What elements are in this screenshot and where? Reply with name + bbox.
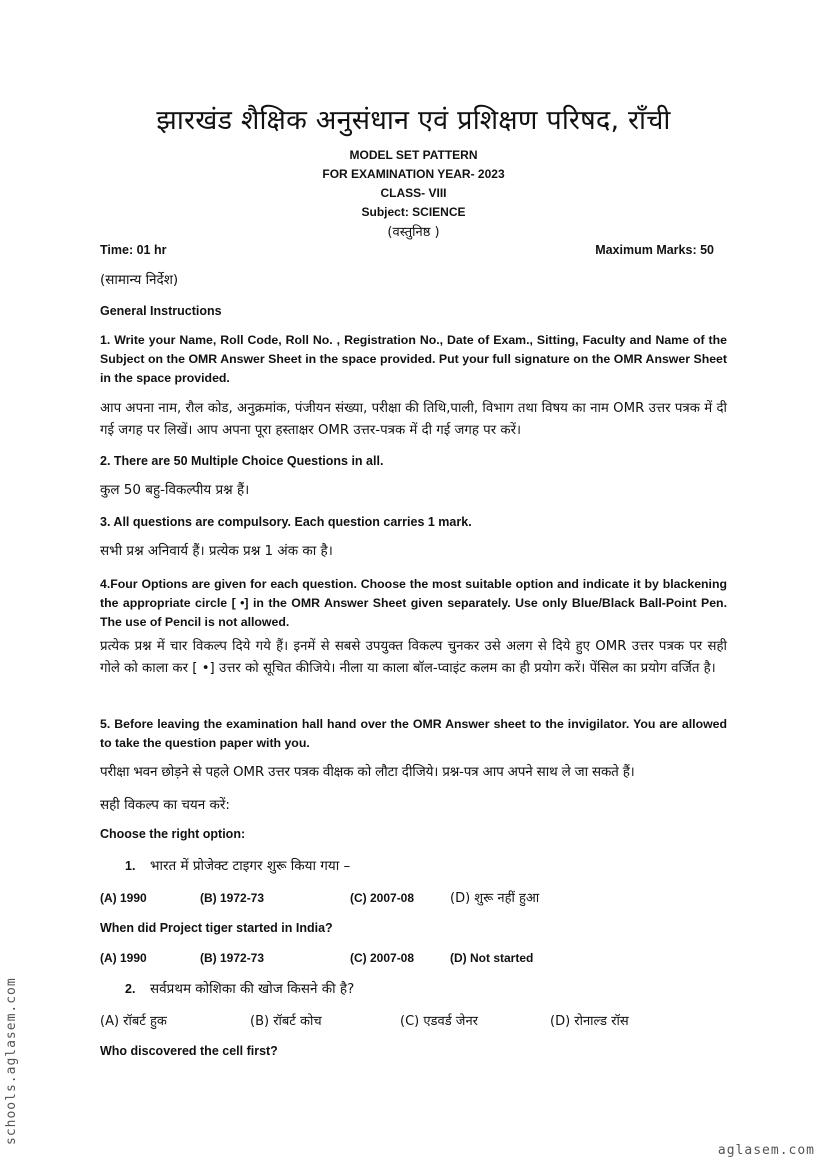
watermark-left: schools.aglasem.com: [4, 977, 19, 1145]
choose-option-en: Choose the right option:: [100, 827, 246, 841]
instruction-5-hi: परीक्षा भवन छोड़ने से पहले OMR उत्तर पत्रक वीक्षक को लौटा दीजिये। प्रश्न-पत्र आप अपने साथ ले जा सकते हैं।: [100, 764, 635, 780]
q1-option-c-en: (C) 2007-08: [350, 951, 415, 965]
instruction-2-hi: कुल 50 बहु-विकल्पीय प्रश्न हैं।: [100, 482, 250, 498]
q1-option-b-hi: (B) 1972-73: [200, 891, 265, 905]
q2-option-b-hi: (B) रॉबर्ट कोच: [250, 1014, 322, 1029]
question-2-number: 2.: [125, 982, 136, 996]
q2-option-a-hi: (A) रॉबर्ट हुक: [100, 1014, 167, 1029]
q1-option-b-en: (B) 1972-73: [200, 951, 265, 965]
model-set-label: MODEL SET PATTERN: [349, 148, 478, 162]
page-title: झारखंड शैक्षिक अनुसंधान एवं प्रशिक्षण परिषद, राँची: [156, 105, 671, 136]
question-2-text-hi: सर्वप्रथम कोशिका की खोज किसने की है?: [150, 981, 355, 997]
question-1-en: When did Project tiger started in India?: [100, 921, 333, 935]
instruction-1-hi: आप अपना नाम, रौल कोड, अनुक्रमांक, पंजीयन संख्या, परीक्षा की तिथि,पाली, विभाग तथा विषय का नाम OMR उत्तर पत्रक में दी गई जगह पर लिखें। आप अपना पूरा हस्ताक्षर OMR उत्तर-पत्रक में दी गई जगह पर करें।: [100, 401, 727, 438]
question-1-hi: [125, 856, 752, 874]
question-2-hi: [125, 979, 752, 997]
exam-year-label: FOR EXAMINATION YEAR- 2023: [322, 167, 505, 181]
instructions-heading-en: General Instructions: [100, 304, 222, 318]
q1-option-a-en: (A) 1990: [100, 951, 147, 965]
q1-option-d-hi: [450, 888, 539, 906]
watermark-right: aglasem.com: [717, 1143, 815, 1158]
instruction-3-en: 3. All questions are compulsory. Each question carries 1 mark.: [100, 515, 472, 529]
question-1-text-hi: भारत में प्रोजेक्ट टाइगर शुरू किया गया –: [150, 858, 351, 874]
time-marks-row: [100, 243, 714, 257]
instruction-4-hi: प्रत्येक प्रश्न में चार विकल्प दिये गये हैं। इनमें से सबसे उपयुक्त विकल्प चुनकर उसे अलग से दिये हुए OMR उत्तर पत्रक पर सही गोले को काला कर [ •] उत्तर को सूचित कीजिये। नीला या काला बॉल-प्वाइंट कलम का ही प्रयोग करें। पेंसिल का प्रयोग वर्जित है।: [100, 639, 727, 676]
instruction-1-en: 1. Write your Name, Roll Code, Roll No. , Registration No., Date of Exam., Sitting, Faculty and Name of the Subject on the OMR Answer Sheet in the space provided. Put your full signature on the OMR Answer Sheet in the space provided.: [100, 333, 727, 385]
q1-option-d-hi-text: (D) शुरू नहीं हुआ: [450, 891, 540, 906]
q1-option-d-en: (D) Not started: [450, 951, 534, 965]
q1-option-c-hi: (C) 2007-08: [350, 891, 415, 905]
q2-option-c-hi: (C) एडवर्ड जेनर: [400, 1014, 478, 1029]
q2-option-d-hi: (D) रोनाल्ड रॉस: [550, 1014, 629, 1029]
q1-option-a-hi: (A) 1990: [100, 891, 147, 905]
instruction-2-en: 2. There are 50 Multiple Choice Questions in all.: [100, 454, 384, 468]
question-2-en: Who discovered the cell first?: [100, 1044, 278, 1058]
class-label: CLASS- VIII: [380, 186, 447, 200]
instruction-4-en: 4.Four Options are given for each question. Choose the most suitable option and indicate it by blackening the appropriate circle [ •] in the OMR Answer Sheet given separately. Use only Blue/Black Ball-Point Pen. The use of Pencil is not allowed.: [100, 577, 727, 629]
choose-option-hi: सही विकल्प का चयन करें:: [100, 797, 230, 813]
max-marks-label: Maximum Marks: 50: [595, 243, 714, 257]
subject-label: Subject: SCIENCE: [361, 205, 466, 219]
paper-type-label: (वस्तुनिष्ठ ): [387, 225, 440, 240]
question-1-number: 1.: [125, 859, 136, 873]
instruction-3-hi: सभी प्रश्न अनिवार्य हैं। प्रत्येक प्रश्न 1 अंक का है।: [100, 543, 333, 559]
instructions-heading-hi: (सामान्य निर्देश): [100, 272, 179, 288]
instruction-5-en: 5. Before leaving the examination hall hand over the OMR Answer sheet to the invigilator. You are allowed to take the question paper with you.: [100, 717, 727, 750]
time-label: Time: 01 hr: [100, 243, 167, 257]
